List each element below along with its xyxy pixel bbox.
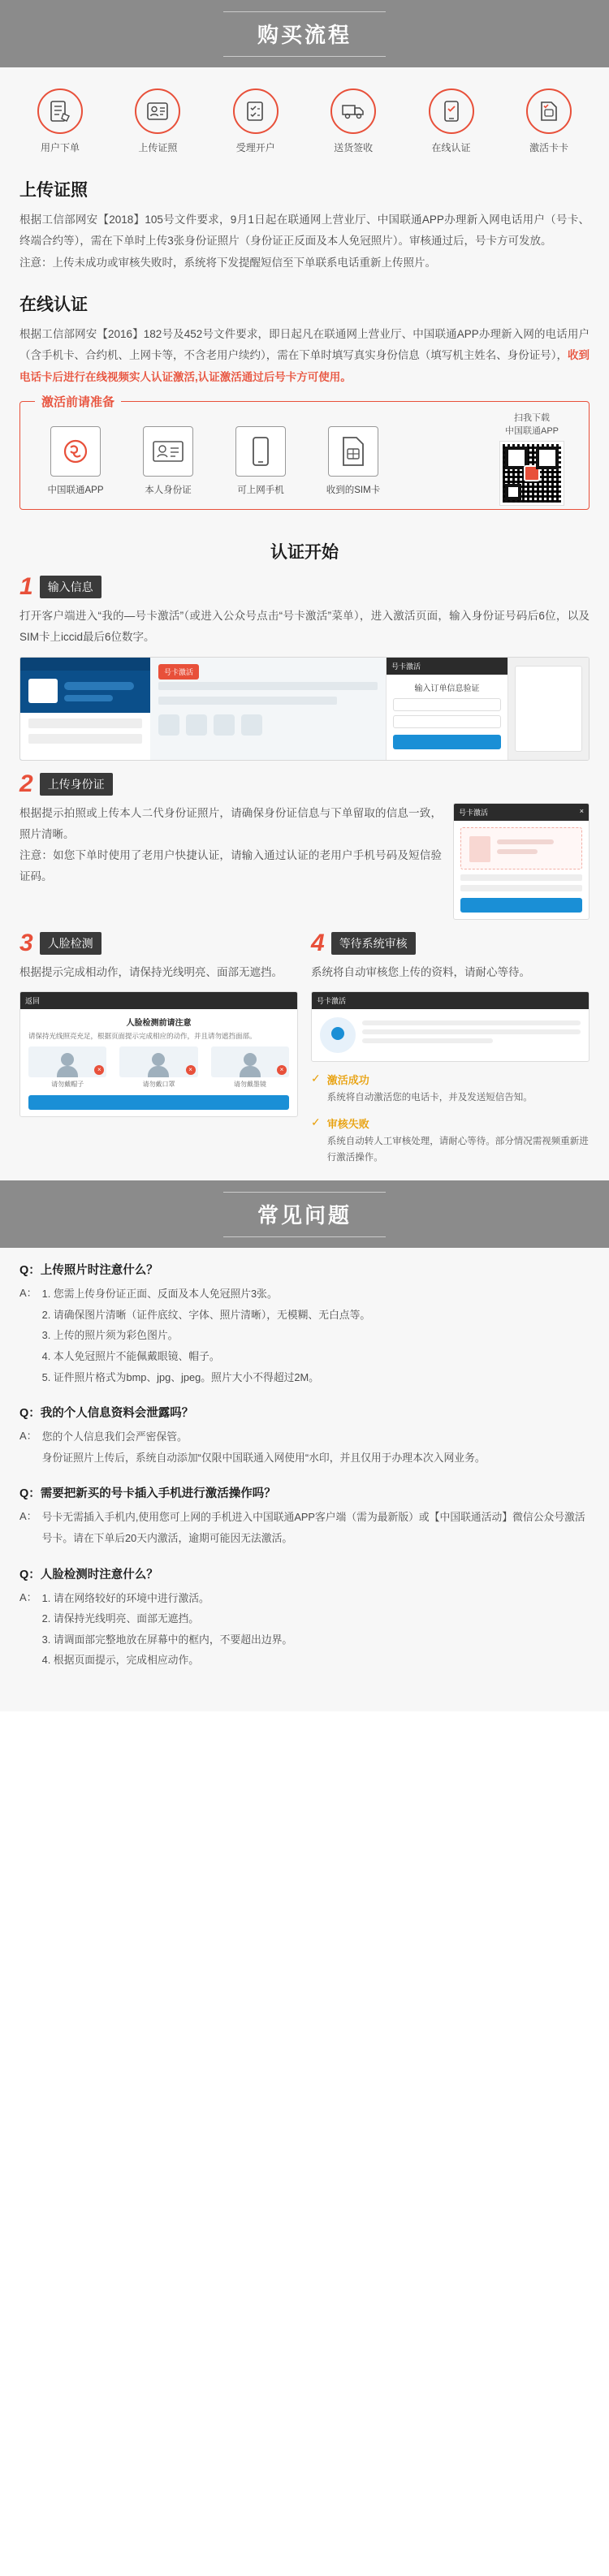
faq-item-1 xyxy=(19,1261,590,1387)
cert-step-2-label: 上传身份证 xyxy=(40,773,113,796)
step-activate-card xyxy=(507,88,591,154)
cert-step-4 xyxy=(311,920,590,1167)
step2-next-button[interactable] xyxy=(460,898,582,913)
no-mask-icon: × xyxy=(119,1046,197,1077)
step-upload-id xyxy=(115,88,200,154)
delivery-truck-icon xyxy=(330,88,376,134)
faq-answer-label: A： xyxy=(19,1430,37,1443)
document-order-icon xyxy=(37,88,83,134)
qr-finder-bottom-left xyxy=(505,484,521,500)
faq-answer-label: A： xyxy=(19,1590,37,1603)
cert-step-2-warning: 注意：如您下单时使用了老用户快捷认证，请输入通过认证的老用户手机号码及短信验证码。 xyxy=(19,849,442,883)
header-rule-top xyxy=(223,11,386,12)
cert-step-1-paragraph: 打开客户端进入“我的—号卡激活”（或进入公众号点击“号卡激活”菜单），进入激活页面，输入身份证号码后6位，以及SIM卡上iccid最后6位数字。 xyxy=(19,609,590,644)
prep-item-caption: 本人身份证 xyxy=(145,485,192,495)
no-hat-icon: × xyxy=(28,1046,106,1077)
face-shot-subtitle: 请保持光线照亮充足，根据页面提示完成相应的动作，并且请勿遮挡面部。 xyxy=(28,1031,257,1040)
prep-item-sim xyxy=(309,426,397,496)
id-last6-input[interactable] xyxy=(393,698,501,711)
result-text: 系统自动转人工审核处理，请耐心等待。部分情况需视频重新进行激活操作。 xyxy=(326,1136,589,1163)
cert-step-2-body xyxy=(19,803,590,920)
online-paragraph-highlight: 收到电话卡后进行在线视频实人认证激活,认证激活通过后号卡方可使用。 xyxy=(19,349,590,383)
cert-step-4-number: 4 xyxy=(311,929,325,956)
prep-item-caption: 可上网手机 xyxy=(237,485,284,495)
step-online-verify xyxy=(409,88,494,154)
faq-item-3 xyxy=(19,1484,590,1548)
qr-caption-line1: 扫我下载 xyxy=(514,412,550,423)
qr-download-block xyxy=(488,412,576,505)
start-detection-button[interactable] xyxy=(28,1095,289,1110)
upload-paragraph: 根据工信部网安【2018】105号文件要求，9月1日起在联通网上营业厅、中国联通APP办理新入网电话用户（号卡、终端合约等），需在下单时上传3张身份证照片（身份证正反面及本人免冠照片）。审核通过后，号卡方可发放。 xyxy=(19,214,590,248)
cert-step-1-label: 输入信息 xyxy=(40,576,102,598)
cert-step-1-number: 1 xyxy=(19,572,33,600)
step-label: 送货签收 xyxy=(334,142,374,153)
face-shot-header[interactable]: 返回 xyxy=(20,992,297,1009)
cert-step-2-number: 2 xyxy=(19,770,33,797)
iccid-help-mock xyxy=(508,658,589,760)
section-header-purchase xyxy=(0,0,609,67)
cert-step-2-paragraph: 根据提示拍照或上传本人二代身份证照片，请确保身份证信息与下单留取的信息一致，照片清晰。 xyxy=(19,806,442,840)
prep-item-id xyxy=(124,426,212,496)
result-review-failed xyxy=(311,1115,590,1166)
step-label: 激活卡卡 xyxy=(529,142,568,153)
online-verify-section xyxy=(0,274,609,388)
faq-answer-line: 身份证照片上传后，系统自动添加“仅限中国联通入网使用“水印，并且仅用于办理本次入网业务。 xyxy=(41,1451,486,1464)
page-title: 购买流程 xyxy=(257,23,352,47)
status-illustration xyxy=(320,1017,356,1053)
id-card-upload-icon xyxy=(135,88,180,134)
step-delivery-sign xyxy=(311,88,395,154)
cert-step-1-screenshot xyxy=(19,657,590,761)
cert-step-4-screenshot xyxy=(311,991,590,1062)
face-rule-caption: 请勿戴墨镜 xyxy=(233,1081,266,1089)
face-rule-caption: 请勿戴口罩 xyxy=(142,1081,175,1089)
faq-answer-line: 4. 本人免冠照片不能佩戴眼镜、帽子。 xyxy=(41,1349,220,1362)
online-title: 在线认证 xyxy=(19,295,88,314)
cert-step-4-header xyxy=(311,931,590,956)
cert-step-3-label: 人脸检测 xyxy=(40,932,102,955)
step-label: 受理开户 xyxy=(235,142,275,153)
certification-title: 认证开始 xyxy=(270,542,339,562)
face-rule-no-hat xyxy=(28,1046,106,1089)
activate-form-mock xyxy=(386,658,508,760)
close-icon[interactable]: × xyxy=(579,806,584,815)
status-shot-header: 号卡激活 xyxy=(312,992,589,1009)
faq-answer-line: 1. 您需上传身份证正面、反面及本人免冠照片3张。 xyxy=(41,1288,278,1301)
face-rule-caption: 请勿戴帽子 xyxy=(51,1081,84,1089)
result-title: 激活成功 xyxy=(326,1073,369,1086)
faq-title: 常见问题 xyxy=(257,1203,352,1228)
step-user-order xyxy=(18,88,102,154)
upload-title: 上传证照 xyxy=(19,181,88,200)
form-mock-title: 输入订单信息验证 xyxy=(414,684,480,693)
iccid-last6-input[interactable] xyxy=(393,715,501,728)
faq-answer-line: 您的个人信息我们会严密保管。 xyxy=(41,1430,188,1443)
faq-question: Q：上传照片时注意什么？ xyxy=(19,1264,158,1278)
step-label: 上传证照 xyxy=(138,142,178,153)
qr-caption-line2: 中国联通APP xyxy=(504,426,559,437)
phone-verify-icon xyxy=(429,88,474,134)
cert-step-3-paragraph: 根据提示完成相动作，请保持光线明亮、面部无遮挡。 xyxy=(19,965,283,978)
faq-question: Q：我的个人信息资料会泄露吗？ xyxy=(19,1407,194,1421)
online-paragraph: 根据工信部网安【2016】182号及452号文件要求，即日起凡在联通网上营业厅、中国联通APP办理新入网的电话用户（含手机卡、合约机、上网卡等，不含老用户续约），需在下单时填写真实身份信息（填写机主姓名、身份证号）， xyxy=(19,327,590,362)
form-next-button[interactable] xyxy=(393,735,501,749)
faq-rule-top xyxy=(223,1192,386,1193)
section-header-faq xyxy=(0,1180,609,1248)
step-flow xyxy=(0,67,609,159)
form-mock-header: 号卡激活 xyxy=(387,658,508,675)
cert-step-4-paragraph: 系统将自动审核您上传的资料，请耐心等待。 xyxy=(311,965,530,978)
app-home-mock xyxy=(20,658,150,760)
faq-question: Q：需要把新买的号卡插入手机进行激活操作吗？ xyxy=(19,1487,276,1501)
prep-item-caption: 中国联通APP xyxy=(47,485,104,495)
faq-answer-line: 4. 根据页面提示，完成相应动作。 xyxy=(41,1654,200,1667)
faq-rule-bottom xyxy=(223,1236,386,1237)
prep-item-caption: 收到的SIM卡 xyxy=(326,485,381,495)
result-text: 系统将自动激活您的电话卡，并及发送短信告知。 xyxy=(326,1092,533,1102)
cert-step-3 xyxy=(19,920,298,1167)
sim-card-icon xyxy=(328,426,378,477)
header-rule-bottom xyxy=(223,56,386,57)
faq-answer-line: 5. 证件照片格式为bmp、jpg、jpeg。照片大小不得超过2M。 xyxy=(41,1370,319,1383)
face-rule-no-mask xyxy=(119,1046,197,1089)
sim-activate-icon xyxy=(526,88,572,134)
faq-list xyxy=(0,1248,609,1711)
certification-section xyxy=(0,515,609,1166)
check-icon: ✓ xyxy=(311,1115,321,1128)
faq-answer-line: 2. 请确保图片清晰（证件底纹、字体、照片清晰），无模糊、无白点等。 xyxy=(41,1308,371,1321)
face-shot-title: 人脸检测前请注意 xyxy=(126,1018,192,1028)
result-title: 审核失败 xyxy=(326,1117,369,1130)
prep-title: 激活前请准备 xyxy=(35,393,121,410)
cert-steps-3-4 xyxy=(19,920,590,1167)
prep-item-app xyxy=(32,426,119,496)
step2-shot-title: 号卡激活 xyxy=(459,808,489,817)
cert-step-4-label: 等待系统审核 xyxy=(331,932,416,955)
no-sunglasses-icon: × xyxy=(211,1046,289,1077)
china-unicom-app-icon xyxy=(50,426,101,477)
cert-step-3-header xyxy=(19,931,298,956)
result-activation-success xyxy=(311,1072,590,1106)
cert-step-3-screenshot xyxy=(19,991,298,1118)
step-label: 用户下单 xyxy=(40,142,80,153)
prep-item-phone xyxy=(217,426,304,496)
faq-answer-line: 号卡无需插入手机内,使用您可上网的手机进入中国联通APP客户端（需为最新版）或【中国联通活动】微信公众号激活号卡。请在下单后20天内激活，逾期可能因无法激活。 xyxy=(41,1511,585,1544)
app-activate-entry-mock xyxy=(150,658,386,760)
checklist-accept-icon xyxy=(233,88,279,134)
faq-answer-line: 3. 上传的照片须为彩色图片。 xyxy=(41,1329,179,1342)
id-front-upload-slot[interactable] xyxy=(460,827,582,869)
qr-code-image xyxy=(500,442,564,505)
cert-step-1-header xyxy=(19,572,590,600)
smartphone-icon xyxy=(235,426,286,477)
upload-warning: 注意：上传未成功或审核失败时，系统将下发提醒短信至下单联系电话重新上传照片。 xyxy=(19,256,436,269)
id-card-icon xyxy=(143,426,193,477)
step-accept-account xyxy=(214,88,298,154)
cert-step-3-number: 3 xyxy=(19,929,33,956)
faq-item-4 xyxy=(19,1565,590,1671)
faq-answer-line: 2. 请保持光线明亮、面部无遮挡。 xyxy=(41,1612,200,1625)
cert-step-2-header xyxy=(19,772,590,796)
upload-section xyxy=(0,159,609,274)
faq-item-2 xyxy=(19,1404,590,1468)
activation-prep-card xyxy=(19,395,590,510)
faq-answer-label: A： xyxy=(19,1287,37,1300)
faq-question: Q：人脸检测时注意什么？ xyxy=(19,1568,158,1581)
faq-answer-label: A： xyxy=(19,1510,37,1523)
step-label: 在线认证 xyxy=(431,142,471,153)
qr-logo xyxy=(524,465,540,481)
faq-answer-line: 1. 请在网络较好的环境中进行激活。 xyxy=(41,1591,209,1604)
purchase-body xyxy=(0,67,609,1180)
face-rule-no-sunglasses xyxy=(211,1046,289,1089)
activate-menu-tab: 号卡激活 xyxy=(158,664,199,680)
check-icon: ✓ xyxy=(311,1071,321,1085)
faq-answer-line: 3. 请调面部完整地放在屏幕中的框内，不要超出边界。 xyxy=(41,1633,293,1646)
cert-step-2-screenshot xyxy=(453,803,590,920)
